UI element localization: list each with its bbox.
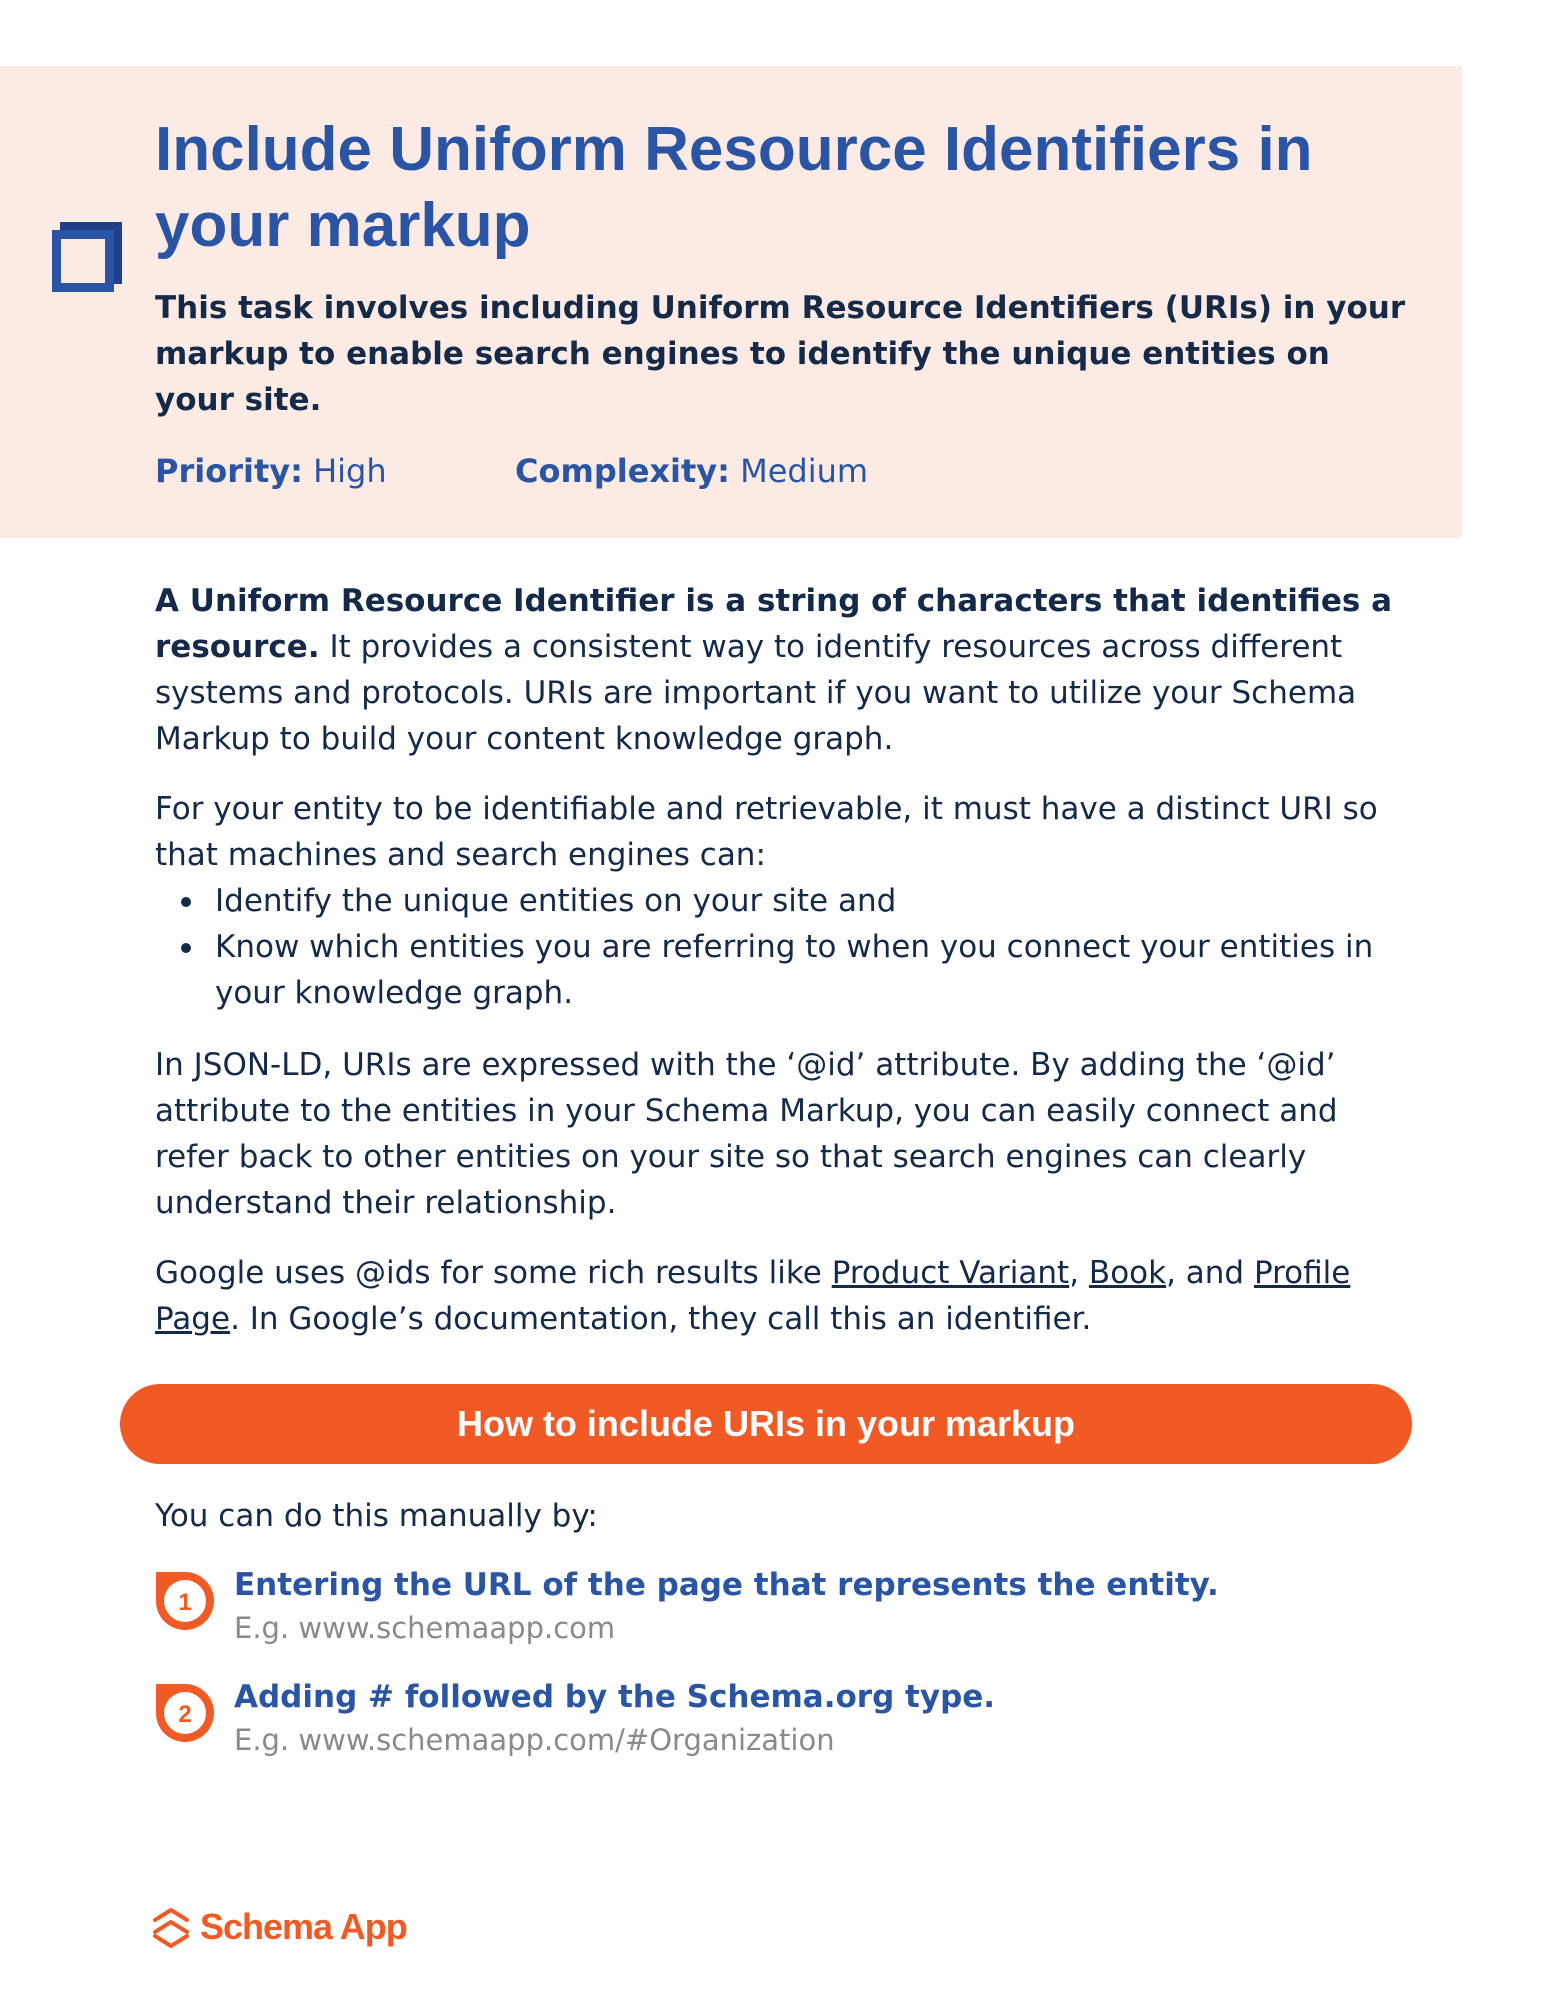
link-product-variant[interactable]: Product Variant — [831, 1255, 1070, 1291]
step-item-2 — [152, 1674, 1412, 1774]
bullet-dot-icon — [181, 943, 191, 953]
step-number-text: 1 — [178, 1589, 192, 1616]
paragraph-google — [155, 1250, 1410, 1342]
link-book[interactable]: Book — [1088, 1255, 1167, 1291]
complexity-value: Medium — [740, 452, 869, 490]
list-item — [155, 878, 1410, 924]
bullet-text: Identify the unique entities on your site and — [215, 883, 897, 919]
google-sep-2: , and — [1166, 1255, 1245, 1291]
priority-value: High — [313, 452, 387, 490]
paragraph-identifiable: For your entity to be identifiable and retrievable, it must have a distinct URI so that machines and search engines can: — [155, 791, 1378, 873]
meta-row — [155, 448, 1355, 494]
logo-text: Schema App — [200, 1906, 407, 1947]
google-text-end: . In Google’s documentation, they call this an identifier. — [230, 1301, 1092, 1337]
step-number-text: 2 — [178, 1701, 192, 1728]
step-title: Adding # followed by the Schema.org type. — [234, 1679, 996, 1715]
bullet-text: Know which entities you are referring to when you connect your entities in your knowledge graph. — [215, 929, 1374, 1011]
step-example: E.g. www.schemaapp.com — [234, 1611, 616, 1645]
step-number-badge — [152, 1678, 218, 1744]
google-text-start: Google uses @ids for some rich results like — [155, 1255, 822, 1291]
definition-rest: It provides a consistent way to identify resources across different systems and protocols. URIs are important if you want to utilize your Schema Markup to build your content knowledge graph. — [155, 629, 1357, 757]
header-panel — [0, 66, 1462, 538]
schema-app-logo-icon — [152, 1906, 190, 1950]
schema-app-logo — [152, 1902, 452, 1952]
bullet-list — [155, 878, 1410, 1016]
link-profile-page[interactable]: Profile Page — [155, 1255, 1351, 1337]
task-intro: This task involves including Uniform Resource Identifiers (URIs) in your markup to enable search engines to identify the unique entities on your site. — [155, 290, 1406, 418]
priority-meta — [155, 448, 387, 494]
paragraph-json-ld: In JSON-LD, URIs are expressed with the ‘@id’ attribute. By adding the ‘@id’ attribute to the entities in your Schema Markup, you can easily connect and refer back to other entities on your site so that search engines can clearly understand their relationship. — [155, 1047, 1338, 1221]
google-sep-1: , — [1069, 1255, 1080, 1291]
manual-intro: You can do this manually by: — [155, 1498, 598, 1534]
list-item — [155, 924, 1410, 1016]
step-title: Entering the URL of the page that represents the entity. — [234, 1567, 1219, 1603]
how-to-banner: How to include URIs in your markup — [120, 1384, 1412, 1464]
bullet-dot-icon — [181, 897, 191, 907]
checkbox-icon[interactable] — [52, 222, 122, 292]
paragraph-definition — [155, 578, 1410, 762]
priority-label: Priority: — [155, 452, 303, 490]
step-item-1 — [152, 1562, 1412, 1662]
complexity-meta — [515, 448, 868, 494]
complexity-label: Complexity: — [515, 452, 730, 490]
page-title: Include Uniform Resource Identifiers in your markup — [155, 115, 1313, 260]
definition-bold: A Uniform Resource Identifier is a string of characters that identifies a resource. — [155, 583, 1393, 665]
step-number-badge — [152, 1566, 218, 1632]
step-example: E.g. www.schemaapp.com/#Organization — [234, 1723, 835, 1757]
